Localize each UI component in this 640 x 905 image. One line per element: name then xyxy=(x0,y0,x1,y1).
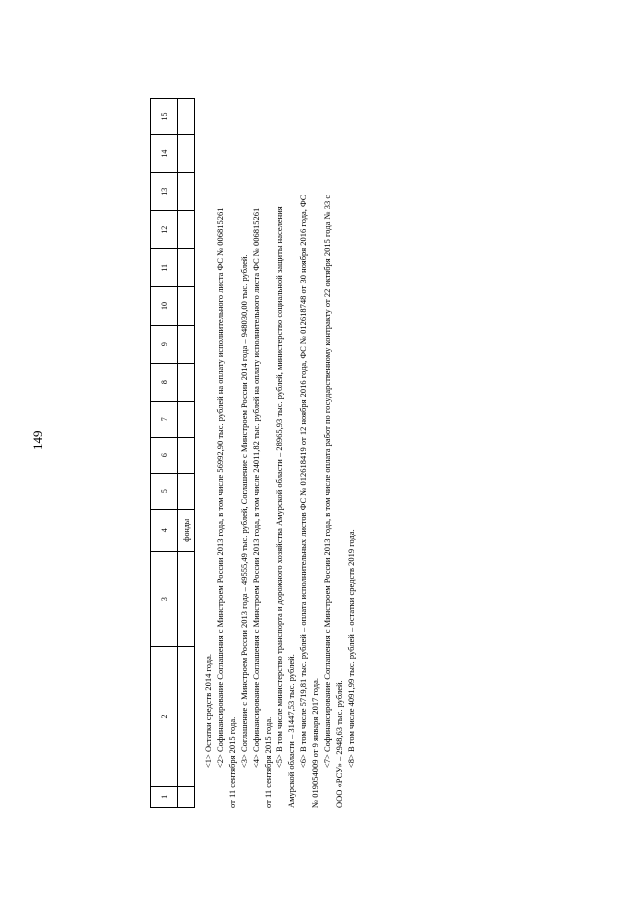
footnote-line: <4> Софинансирование Соглашения с Минстроем России 2013 года, в том числе 24011,82 тыс. рублей на оплату исполнительного листа ФС № 006815261 xyxy=(250,207,261,768)
column-number-cell: 2 xyxy=(151,647,178,787)
column-number-cell: 6 xyxy=(151,437,178,473)
table-cell xyxy=(178,249,195,287)
footnote-line: № 019054009 от 9 января 2017 года. xyxy=(310,677,321,808)
column-number-cell: 5 xyxy=(151,473,178,509)
footnote-line: <1> Остатки средств 2014 года. xyxy=(203,653,213,768)
budget-table xyxy=(150,98,195,808)
table-cell xyxy=(178,99,195,135)
footnote-line: Амурской области – 31447,53 тыс. рублей. xyxy=(286,654,297,808)
table-cell xyxy=(178,363,195,401)
table-cell xyxy=(178,551,195,646)
column-number-cell: 9 xyxy=(151,325,178,363)
table-cell xyxy=(178,287,195,325)
column-number-cell: 12 xyxy=(151,211,178,249)
table-cell xyxy=(178,211,195,249)
table-cell xyxy=(178,325,195,363)
column-number-cell: 14 xyxy=(151,135,178,173)
table-header-row xyxy=(151,99,178,808)
column-number-cell: 8 xyxy=(151,363,178,401)
footnotes xyxy=(203,108,358,808)
column-number-cell: 4 xyxy=(151,509,178,551)
footnote-line: <2> Софинансирование Соглашения с Минстроем России 2013 года, в том числе 56992,90 тыс. рублей на оплату исполнительного листа ФС № 006815261 xyxy=(214,207,225,768)
footnote-line: <7> Софинансирование Соглашения с Минстроем России 2013 года, в том числе оплата работ по государственному контракту от 22 октября 2015 года № 33 с xyxy=(322,194,333,768)
table-cell xyxy=(178,437,195,473)
footnote-line: <5> В том числе министерство транспорта и дорожного хозяйства Амурской области – 28965,93 тыс. рублей, министерство социальной защиты населения xyxy=(274,206,285,768)
rotated-page-content xyxy=(150,88,590,808)
table-cell xyxy=(178,173,195,211)
column-number-cell: 3 xyxy=(151,551,178,646)
column-number-cell: 15 xyxy=(151,99,178,135)
column-number-cell: 11 xyxy=(151,249,178,287)
table-row xyxy=(178,99,195,808)
footnote-line: <8> В том числе 4091,99 тыс. рублей – остатки средств 2019 года. xyxy=(345,529,356,768)
footnote-line: <3> Соглашение с Минстроем России 2013 года – 49555,49 тыс. рублей, Соглашение с Минстроем России 2014 года – 948030,00 тыс. рублей. xyxy=(238,254,249,768)
page-number: 149 xyxy=(30,430,45,450)
column-number-cell: 7 xyxy=(151,401,178,437)
column-number-cell: 1 xyxy=(151,786,178,807)
table-cell xyxy=(178,786,195,807)
table-cell-fondy: фонды xyxy=(178,509,195,551)
table-cell xyxy=(178,647,195,787)
footnote-line: <6> В том числе 5719,81 тыс. рублей – оплата исполнительных листов ФС № 012618419 от 12 ноября 2016 года, ФС № 012618748 от 30 ноября 2016 года, ФС xyxy=(298,194,309,768)
table-cell xyxy=(178,135,195,173)
column-number-cell: 10 xyxy=(151,287,178,325)
column-number-cell: 13 xyxy=(151,173,178,211)
footnote-line: ООО «РСУ» – 2948,63 тыс. рублей. xyxy=(333,680,344,808)
table-cell xyxy=(178,473,195,509)
footnote-line: от 11 сентября 2015 года. xyxy=(226,716,237,808)
footnote-line: от 11 сентября 2015 года. xyxy=(262,716,273,808)
table-cell xyxy=(178,401,195,437)
